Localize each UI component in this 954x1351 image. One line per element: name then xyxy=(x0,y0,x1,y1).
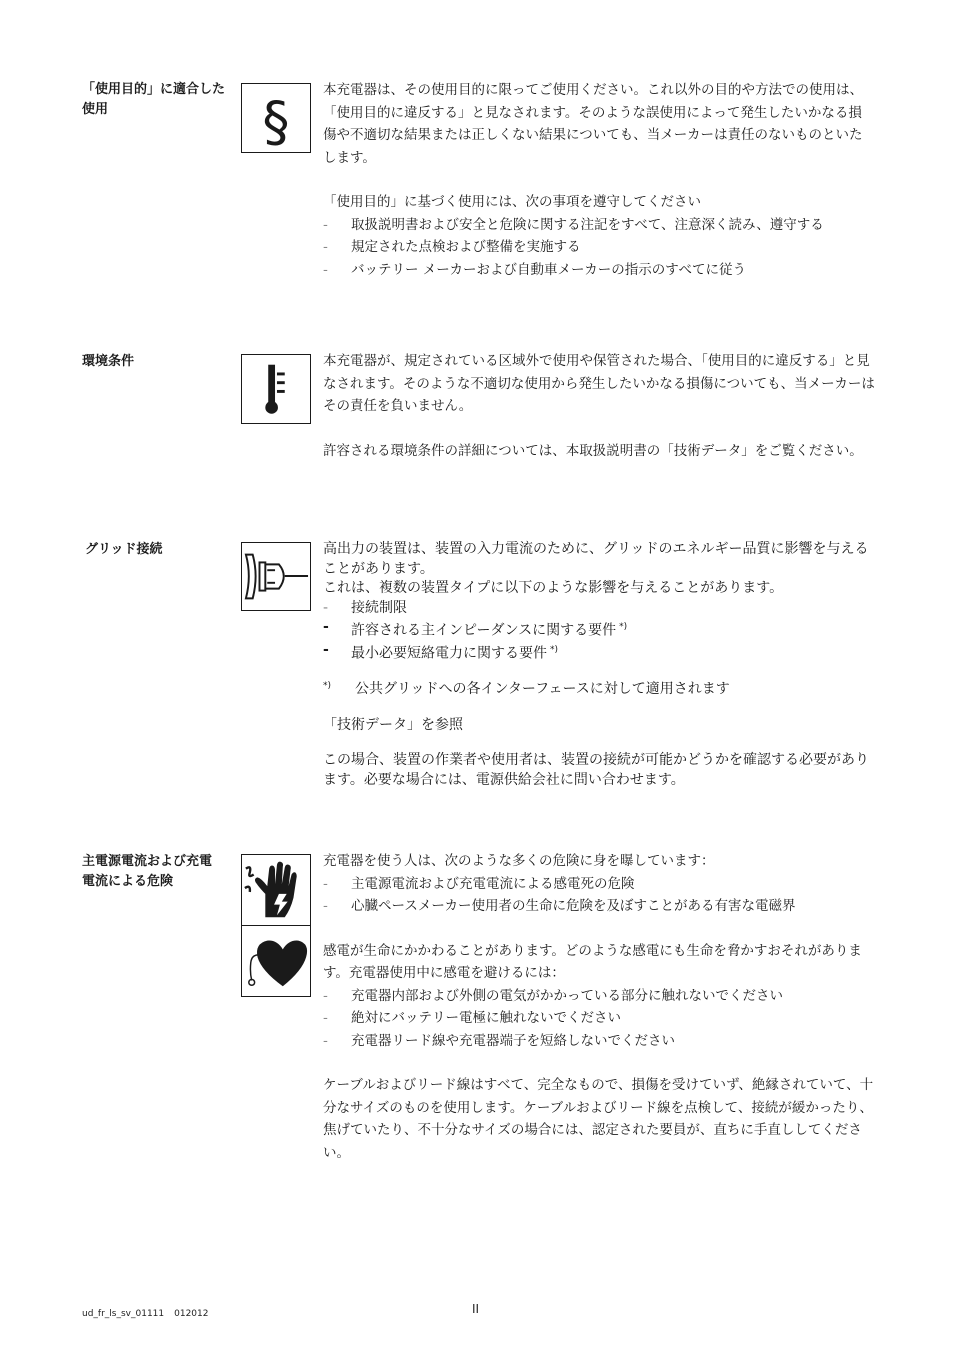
footnote-mark: *) xyxy=(323,681,332,692)
grid-instruction: この場合、装置の作業者や使用者は、装置の接続が可能かどうかを確認する必要があります。必要な場合には、電源供給会社に問い合わせます。 xyxy=(323,752,869,788)
footer-doc-info xyxy=(82,1309,218,1319)
shock-warning: 感電が生命にかかわることがあります。どのような感電にも生命を脅かすおそれがあります。充電器使用中に感電を避けるには： xyxy=(323,942,862,981)
list-item: - 主電源電流および充電電流による感電死の危険 xyxy=(323,873,875,896)
hazard-intro: 充電器を使う人は、次のような多くの危険に身を曝しています： xyxy=(323,853,715,869)
page-number: II xyxy=(472,1302,480,1316)
paragraph-sign-icon xyxy=(241,83,311,153)
intended-use-list xyxy=(323,214,875,282)
section-title-hazard: 主電源電流および充電電流による危険 xyxy=(82,854,213,889)
list-item: - 接続制限 xyxy=(323,599,875,619)
grid-footnote xyxy=(323,680,875,700)
section-title-environment: 環境条件 xyxy=(82,354,135,369)
grid-list xyxy=(323,599,875,665)
grid-effects-intro: これは、複数の装置タイプに以下のような影響を与えることがあります。 xyxy=(323,580,784,596)
grid-reference: 「技術データ」を参照 xyxy=(323,716,463,733)
section-body-environment xyxy=(323,350,875,462)
pacemaker-heart-icon xyxy=(241,925,311,997)
electric-shock-hand-icon xyxy=(241,854,311,926)
environment-reference: 許容される環境条件の詳細については、本取扱説明書の「技術データ」をご覧ください。 xyxy=(323,442,863,459)
date-code: 012012 xyxy=(174,1309,209,1319)
section-title-intended-use: 「使用目的」に適合した使用 xyxy=(82,82,226,117)
footnote-mark: *) xyxy=(550,645,559,656)
section-body-hazard xyxy=(323,850,875,1164)
list-item: - 絶対にバッテリー電極に触れないでください xyxy=(323,1007,875,1030)
list-item-text: 最小必要短絡電力に関する要件 xyxy=(351,645,547,662)
list-item: - 規定された点検および整備を実施する xyxy=(323,236,875,259)
footnote-text: 公共グリッドへの各インターフェースに対して適用されます xyxy=(355,681,730,698)
list-item: - 充電器リード線や充電器端子を短絡しないでください xyxy=(323,1030,875,1053)
shock-avoidance-list xyxy=(323,985,875,1053)
list-item: - バッテリー メーカーおよび自動車メーカーの指示のすべてに従う xyxy=(323,259,875,282)
grid-paragraph: 高出力の装置は、装置の入力電流のために、グリッドのエネルギー品質に影響を与えることがあります。 xyxy=(323,541,869,577)
doc-code: ud_fr_ls_sv_01111 xyxy=(82,1309,165,1319)
footnote-mark: *) xyxy=(619,622,628,632)
thermometer-icon xyxy=(241,354,311,424)
list-item xyxy=(323,618,875,641)
list-item: - 取扱説明書および安全と危険に関する注記をすべて、注意深く読み、遵守する xyxy=(323,214,875,237)
list-item-text: 許容される主インピーダンスに関する要件 xyxy=(351,622,617,639)
intended-use-rules-intro: 「使用目的」に基づく使用には、次の事項を遵守してください xyxy=(323,194,701,210)
svg-text:§: § xyxy=(262,90,290,152)
list-item: - 心臓ペースメーカー使用者の生命に危険を及ぼすことがある有害な電磁界 xyxy=(323,895,875,918)
power-plug-icon xyxy=(241,542,311,611)
section-body-grid xyxy=(323,540,875,790)
list-item: - 充電器内部および外側の電気がかかっている部分に触れないでください xyxy=(323,985,875,1008)
list-item xyxy=(323,641,875,664)
cable-instruction: ケーブルおよびリード線はすべて、完全なもので、損傷を受けていず、絶縁されていて、十分なサイズのものを使用します。ケーブルおよびリード線を点検して、接続が緩かったり、焦げていたり、不十分なサイズの場合には、認定された要員が、直ちに手直ししてください。 xyxy=(323,1077,874,1161)
section-title-grid: グリッド接続 xyxy=(85,542,163,557)
section-body-intended-use xyxy=(323,79,875,281)
hazard-list xyxy=(323,873,875,918)
intended-use-paragraph: 本充電器は、その使用目的に限ってご使用ください。これ以外の目的や方法での使用は、「使用目的に違反する」と見なされます。そのような誤使用によって発生したいかなる損傷や不適切な結果または正しくない結果についても、当メーカーは責任のないものといたします。 xyxy=(323,82,863,166)
environment-paragraph: 本充電器が、規定されている区域外で使用や保管された場合、「使用目的に違反する」と見なされます。そのような不適切な使用から発生したいかなる損傷についても、当メーカーはその責任を負いません。 xyxy=(323,353,875,414)
